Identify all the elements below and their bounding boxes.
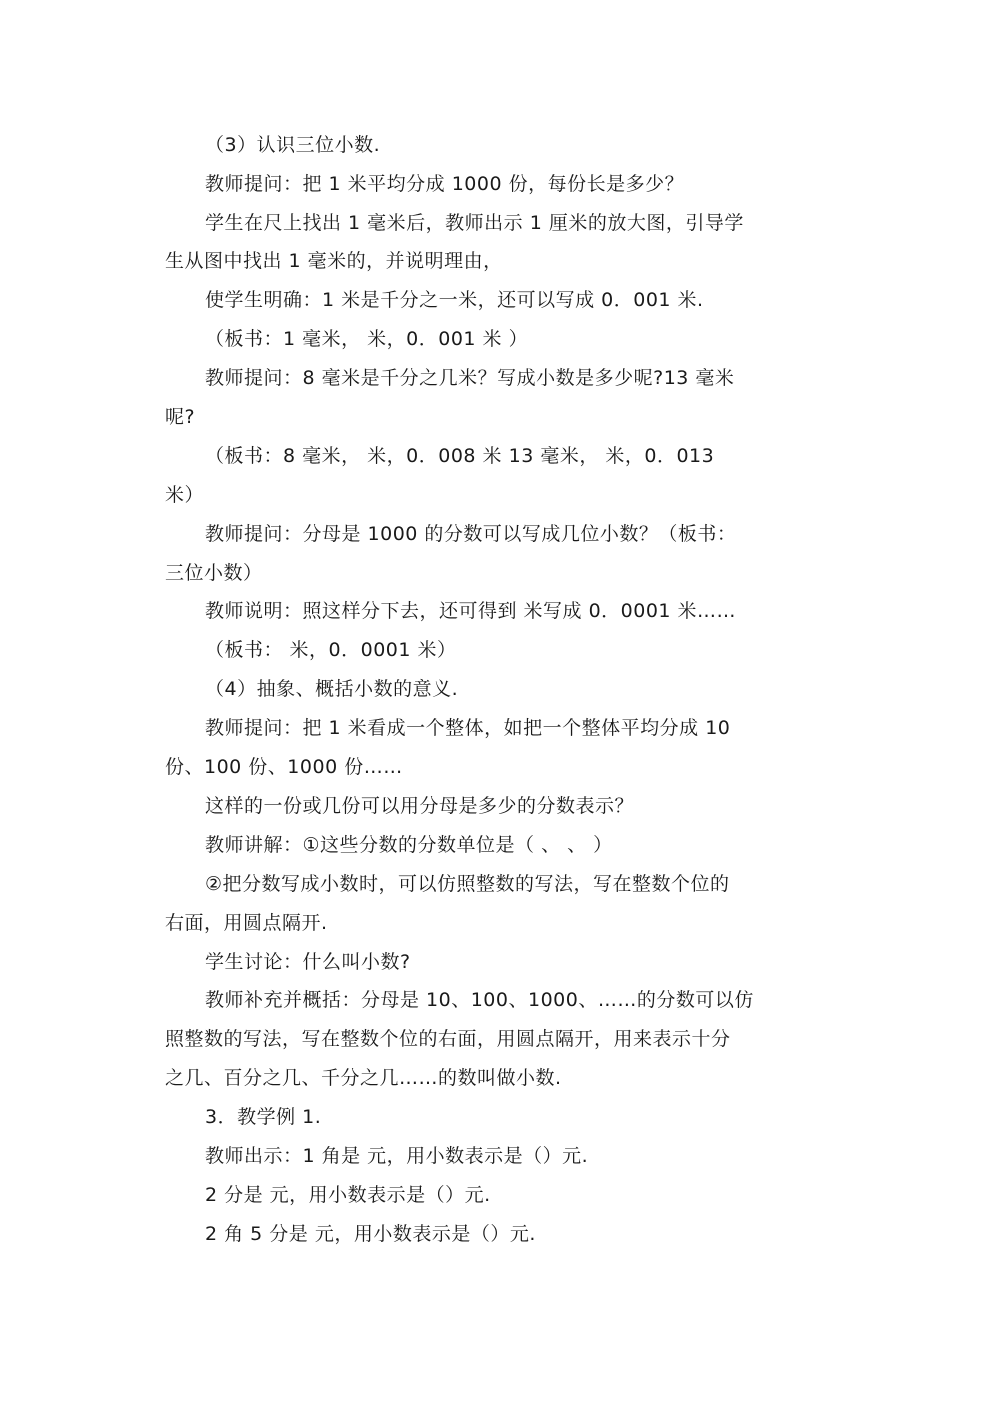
paragraph-line: 米）: [165, 484, 205, 506]
paragraph-line: 学生在尺上找出 1 毫米后，教师出示 1 厘米的放大图，引导学: [205, 212, 744, 234]
paragraph-line: ②把分数写成小数时，可以仿照整数的写法，写在整数个位的: [205, 873, 730, 895]
section-3-example-1: 3．教学例 1.: [205, 1106, 322, 1128]
paragraph-line: 教师提问：把 1 米看成一个整体，如把一个整体平均分成 10: [205, 717, 731, 739]
paragraph-line: （板书：1 毫米， 米，0．001 米 ）: [205, 328, 529, 350]
paragraph-line: 教师提问：分母是 1000 的分数可以写成几位小数？（板书：: [205, 523, 737, 545]
heading-4-decimal-meaning: （4）抽象、概括小数的意义.: [205, 678, 459, 700]
paragraph-line: 教师出示：1 角是 元，用小数表示是（）元.: [205, 1145, 589, 1167]
paragraph-line: （板书：8 毫米， 米，0．008 米 13 毫米， 米，0．013: [205, 445, 715, 467]
paragraph-line: 2 分是 元，用小数表示是（）元.: [205, 1184, 491, 1206]
paragraph-line: 使学生明确：1 米是千分之一米，还可以写成 0．001 米.: [205, 289, 704, 311]
paragraph-line: 2 角 5 分是 元，用小数表示是（）元.: [205, 1223, 536, 1245]
paragraph-line: 教师讲解：①这些分数的分数单位是（ 、 、 ）: [205, 834, 613, 856]
paragraph-line: 呢?: [165, 406, 196, 428]
paragraph-line: 三位小数）: [165, 562, 263, 584]
paragraph-line: 之几、百分之几、千分之几……的数叫做小数.: [165, 1067, 562, 1089]
paragraph-line: 教师说明：照这样分下去，还可得到 米写成 0．0001 米……: [205, 600, 737, 622]
heading-3-three-decimal-places: （3）认识三位小数.: [205, 134, 381, 156]
paragraph-line: 右面，用圆点隔开.: [165, 912, 328, 934]
paragraph-line: 教师提问：8 毫米是千分之几米？写成小数是多少呢?13 毫米: [205, 367, 735, 389]
paragraph-line: 生从图中找出 1 毫米的，并说明理由，: [165, 250, 503, 272]
paragraph-line: 学生讨论：什么叫小数?: [205, 951, 411, 973]
paragraph-line: 份、100 份、1000 份……: [165, 756, 403, 778]
paragraph-line: 照整数的写法，写在整数个位的右面，用圆点隔开，用来表示十分: [165, 1028, 731, 1050]
paragraph-line: 这样的一份或几份可以用分母是多少的分数表示？: [205, 795, 635, 817]
paragraph-line: （板书： 米，0．0001 米）: [205, 639, 457, 661]
paragraph-line: 教师提问：把 1 米平均分成 1000 份，每份长是多少？: [205, 173, 685, 195]
paragraph-line: 教师补充并概括：分母是 10、100、1000、……的分数可以仿: [205, 989, 754, 1011]
